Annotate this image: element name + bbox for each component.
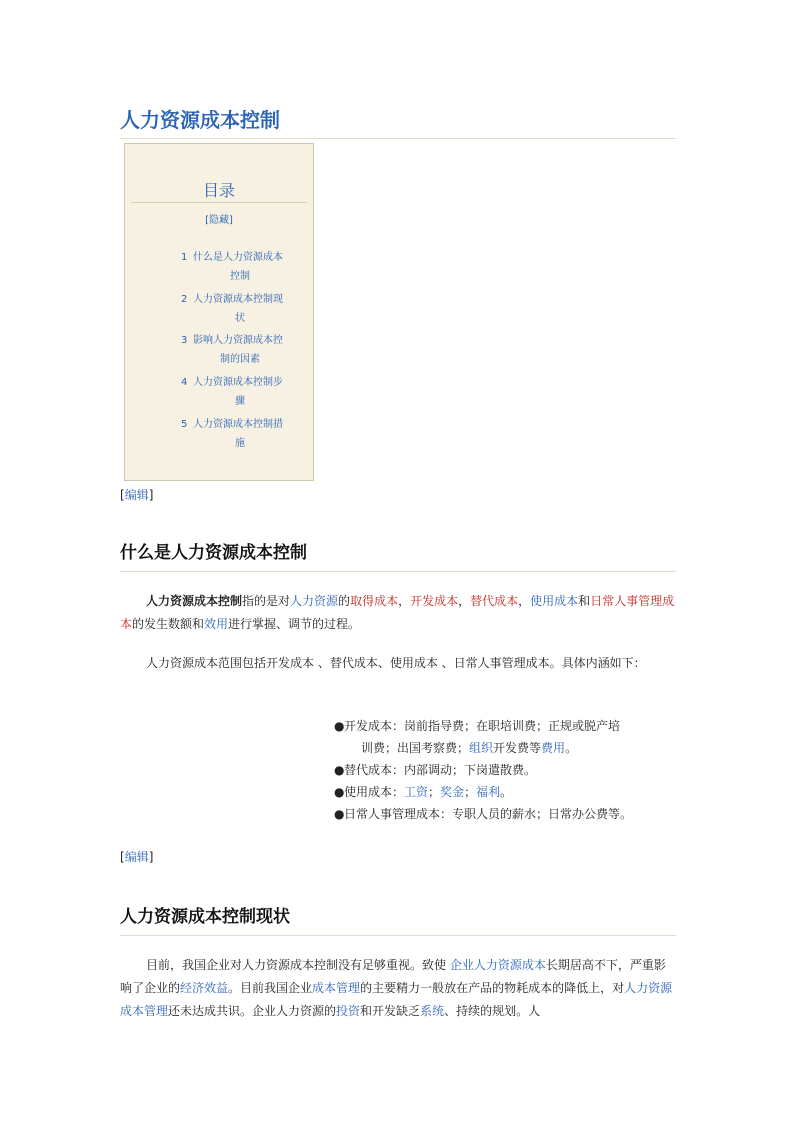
link-daily-personnel-cost[interactable]: 日常人事管理成本 bbox=[120, 594, 675, 631]
bullet-icon: ● bbox=[334, 763, 345, 777]
edit-bracket-close: ] bbox=[148, 488, 154, 502]
toc-item-2[interactable] bbox=[181, 290, 299, 328]
link-welfare[interactable]: 福利 bbox=[476, 785, 501, 799]
toc-item-text-cont: 制的因素 bbox=[220, 354, 260, 365]
toc-item-text: 人力资源成本控制现 bbox=[193, 294, 283, 305]
toc-item-text: 人力资源成本控制步 bbox=[193, 377, 283, 388]
text: 的主要精力一般放在产品的物耗成本的降低上，对 bbox=[360, 981, 625, 995]
link-hr-cost-management[interactable]: 人力资源成本管理 bbox=[120, 981, 673, 1018]
link-expenses[interactable]: 费用 bbox=[541, 741, 566, 755]
cost-bullet-list bbox=[334, 715, 664, 825]
toc-item-text-cont: 骤 bbox=[235, 396, 245, 407]
toc-item-number: 5 bbox=[181, 419, 188, 430]
toc-item-number: 1 bbox=[181, 252, 188, 263]
text: 和开发缺乏 bbox=[360, 1004, 421, 1018]
toc-item-text: 人力资源成本控制措 bbox=[193, 419, 283, 430]
link-cost-management[interactable]: 成本管理 bbox=[312, 981, 361, 995]
list-item bbox=[334, 781, 664, 803]
section1-paragraph-1 bbox=[120, 590, 676, 636]
toc-item-text-cont: 控制 bbox=[230, 271, 250, 282]
text: 使用成本： bbox=[344, 785, 405, 799]
text: 。 bbox=[500, 785, 513, 799]
list-item bbox=[334, 715, 664, 759]
edit-bracket-open: [ bbox=[120, 850, 125, 864]
toc-item-number: 4 bbox=[181, 377, 188, 388]
toc-divider bbox=[131, 202, 307, 203]
text: 进行掌握、调节的过程。 bbox=[228, 617, 361, 631]
toc-item-text: 影响人力资源成本控 bbox=[193, 335, 283, 346]
text: 的发生数额和 bbox=[132, 617, 205, 631]
bullet-icon: ● bbox=[334, 785, 345, 799]
text: 。目前我国企业 bbox=[228, 981, 313, 995]
page-title: 人力资源成本控制 bbox=[120, 108, 280, 132]
link-acquisition-cost[interactable]: 取得成本 bbox=[350, 594, 399, 608]
text: 长期居高不下，严重影响了企业的 bbox=[120, 958, 666, 995]
text: 和 bbox=[578, 594, 591, 608]
toc-hide-link[interactable]: [隐藏] bbox=[205, 215, 233, 226]
toc-item-number: 2 bbox=[181, 294, 188, 305]
toc-item-text: 什么是人力资源成本 bbox=[193, 252, 283, 263]
toc-item-number: 3 bbox=[181, 335, 188, 346]
toc-item-text-cont: 施 bbox=[235, 438, 245, 449]
text: 。 bbox=[565, 741, 578, 755]
link-system[interactable]: 系统 bbox=[420, 1004, 445, 1018]
text: 人力资源成本范围包括开发成本 、替代成本、使用成本 、日常人事管理成本。具体内涵如下： bbox=[146, 656, 646, 670]
bold-term: 人力资源成本控制 bbox=[146, 594, 243, 608]
edit-bracket-open: [ bbox=[120, 488, 125, 502]
text: ； bbox=[428, 785, 441, 799]
text: ； bbox=[464, 785, 477, 799]
section-heading-2: 人力资源成本控制现状 bbox=[120, 907, 290, 927]
link-enterprise-hr-cost[interactable]: 企业人力资源成本 bbox=[449, 958, 546, 972]
link-utility[interactable]: 效用 bbox=[204, 617, 229, 631]
edit-link-section-1[interactable] bbox=[120, 486, 153, 503]
text: ， bbox=[458, 594, 471, 608]
toc-item-5[interactable] bbox=[181, 415, 299, 453]
text: 开发费等 bbox=[493, 741, 542, 755]
edit-bracket-close: ] bbox=[148, 850, 154, 864]
edit-link-label[interactable]: 编辑 bbox=[124, 850, 149, 864]
link-organization[interactable]: 组织 bbox=[469, 741, 494, 755]
toc-item-text-cont: 状 bbox=[235, 313, 245, 324]
link-investment[interactable]: 投资 bbox=[336, 1004, 361, 1018]
link-replacement-cost[interactable]: 替代成本 bbox=[470, 594, 519, 608]
bullet-icon: ● bbox=[334, 807, 345, 821]
section-divider-2 bbox=[120, 935, 676, 936]
text: ， bbox=[398, 594, 411, 608]
text: 、持续的规划。人 bbox=[444, 1004, 541, 1018]
list-item bbox=[334, 759, 664, 781]
toc-item-4[interactable] bbox=[181, 373, 299, 411]
section2-paragraph-1 bbox=[120, 954, 676, 1023]
text: 目前，我国企业对人力资源成本控制没有足够重视。致使 bbox=[146, 958, 450, 972]
text: 指的是对 bbox=[242, 594, 291, 608]
link-development-cost[interactable]: 开发成本 bbox=[410, 594, 459, 608]
section-divider-1 bbox=[120, 571, 676, 572]
toc-item-1[interactable] bbox=[181, 248, 299, 286]
link-usage-cost[interactable]: 使用成本 bbox=[530, 594, 579, 608]
section1-paragraph-2 bbox=[120, 652, 676, 675]
text: ， bbox=[518, 594, 531, 608]
text: 的 bbox=[338, 594, 351, 608]
toc-title: 目录 bbox=[202, 181, 235, 200]
table-of-contents bbox=[124, 143, 314, 481]
edit-link-section-2[interactable] bbox=[120, 848, 153, 865]
list-item bbox=[334, 803, 664, 825]
title-divider bbox=[120, 138, 676, 139]
link-economic-benefit[interactable]: 经济效益 bbox=[180, 981, 229, 995]
text: 替代成本：内部调动；下岗遣散费。 bbox=[344, 763, 537, 777]
text: 训费；出国考察费； bbox=[361, 741, 470, 755]
text: 开发成本：岗前指导费；在职培训费；正规或脱产培 bbox=[344, 719, 621, 733]
text: 还未达成共识。企业人力资源的 bbox=[168, 1004, 337, 1018]
link-wages[interactable]: 工资 bbox=[404, 785, 429, 799]
edit-link-label[interactable]: 编辑 bbox=[124, 488, 149, 502]
text: 日常人事管理成本：专职人员的薪水；日常办公费等。 bbox=[344, 807, 633, 821]
link-human-resources[interactable]: 人力资源 bbox=[290, 594, 339, 608]
toc-item-3[interactable] bbox=[181, 331, 299, 369]
section-heading-1: 什么是人力资源成本控制 bbox=[120, 543, 307, 563]
link-bonus[interactable]: 奖金 bbox=[440, 785, 465, 799]
bullet-icon: ● bbox=[334, 719, 345, 733]
